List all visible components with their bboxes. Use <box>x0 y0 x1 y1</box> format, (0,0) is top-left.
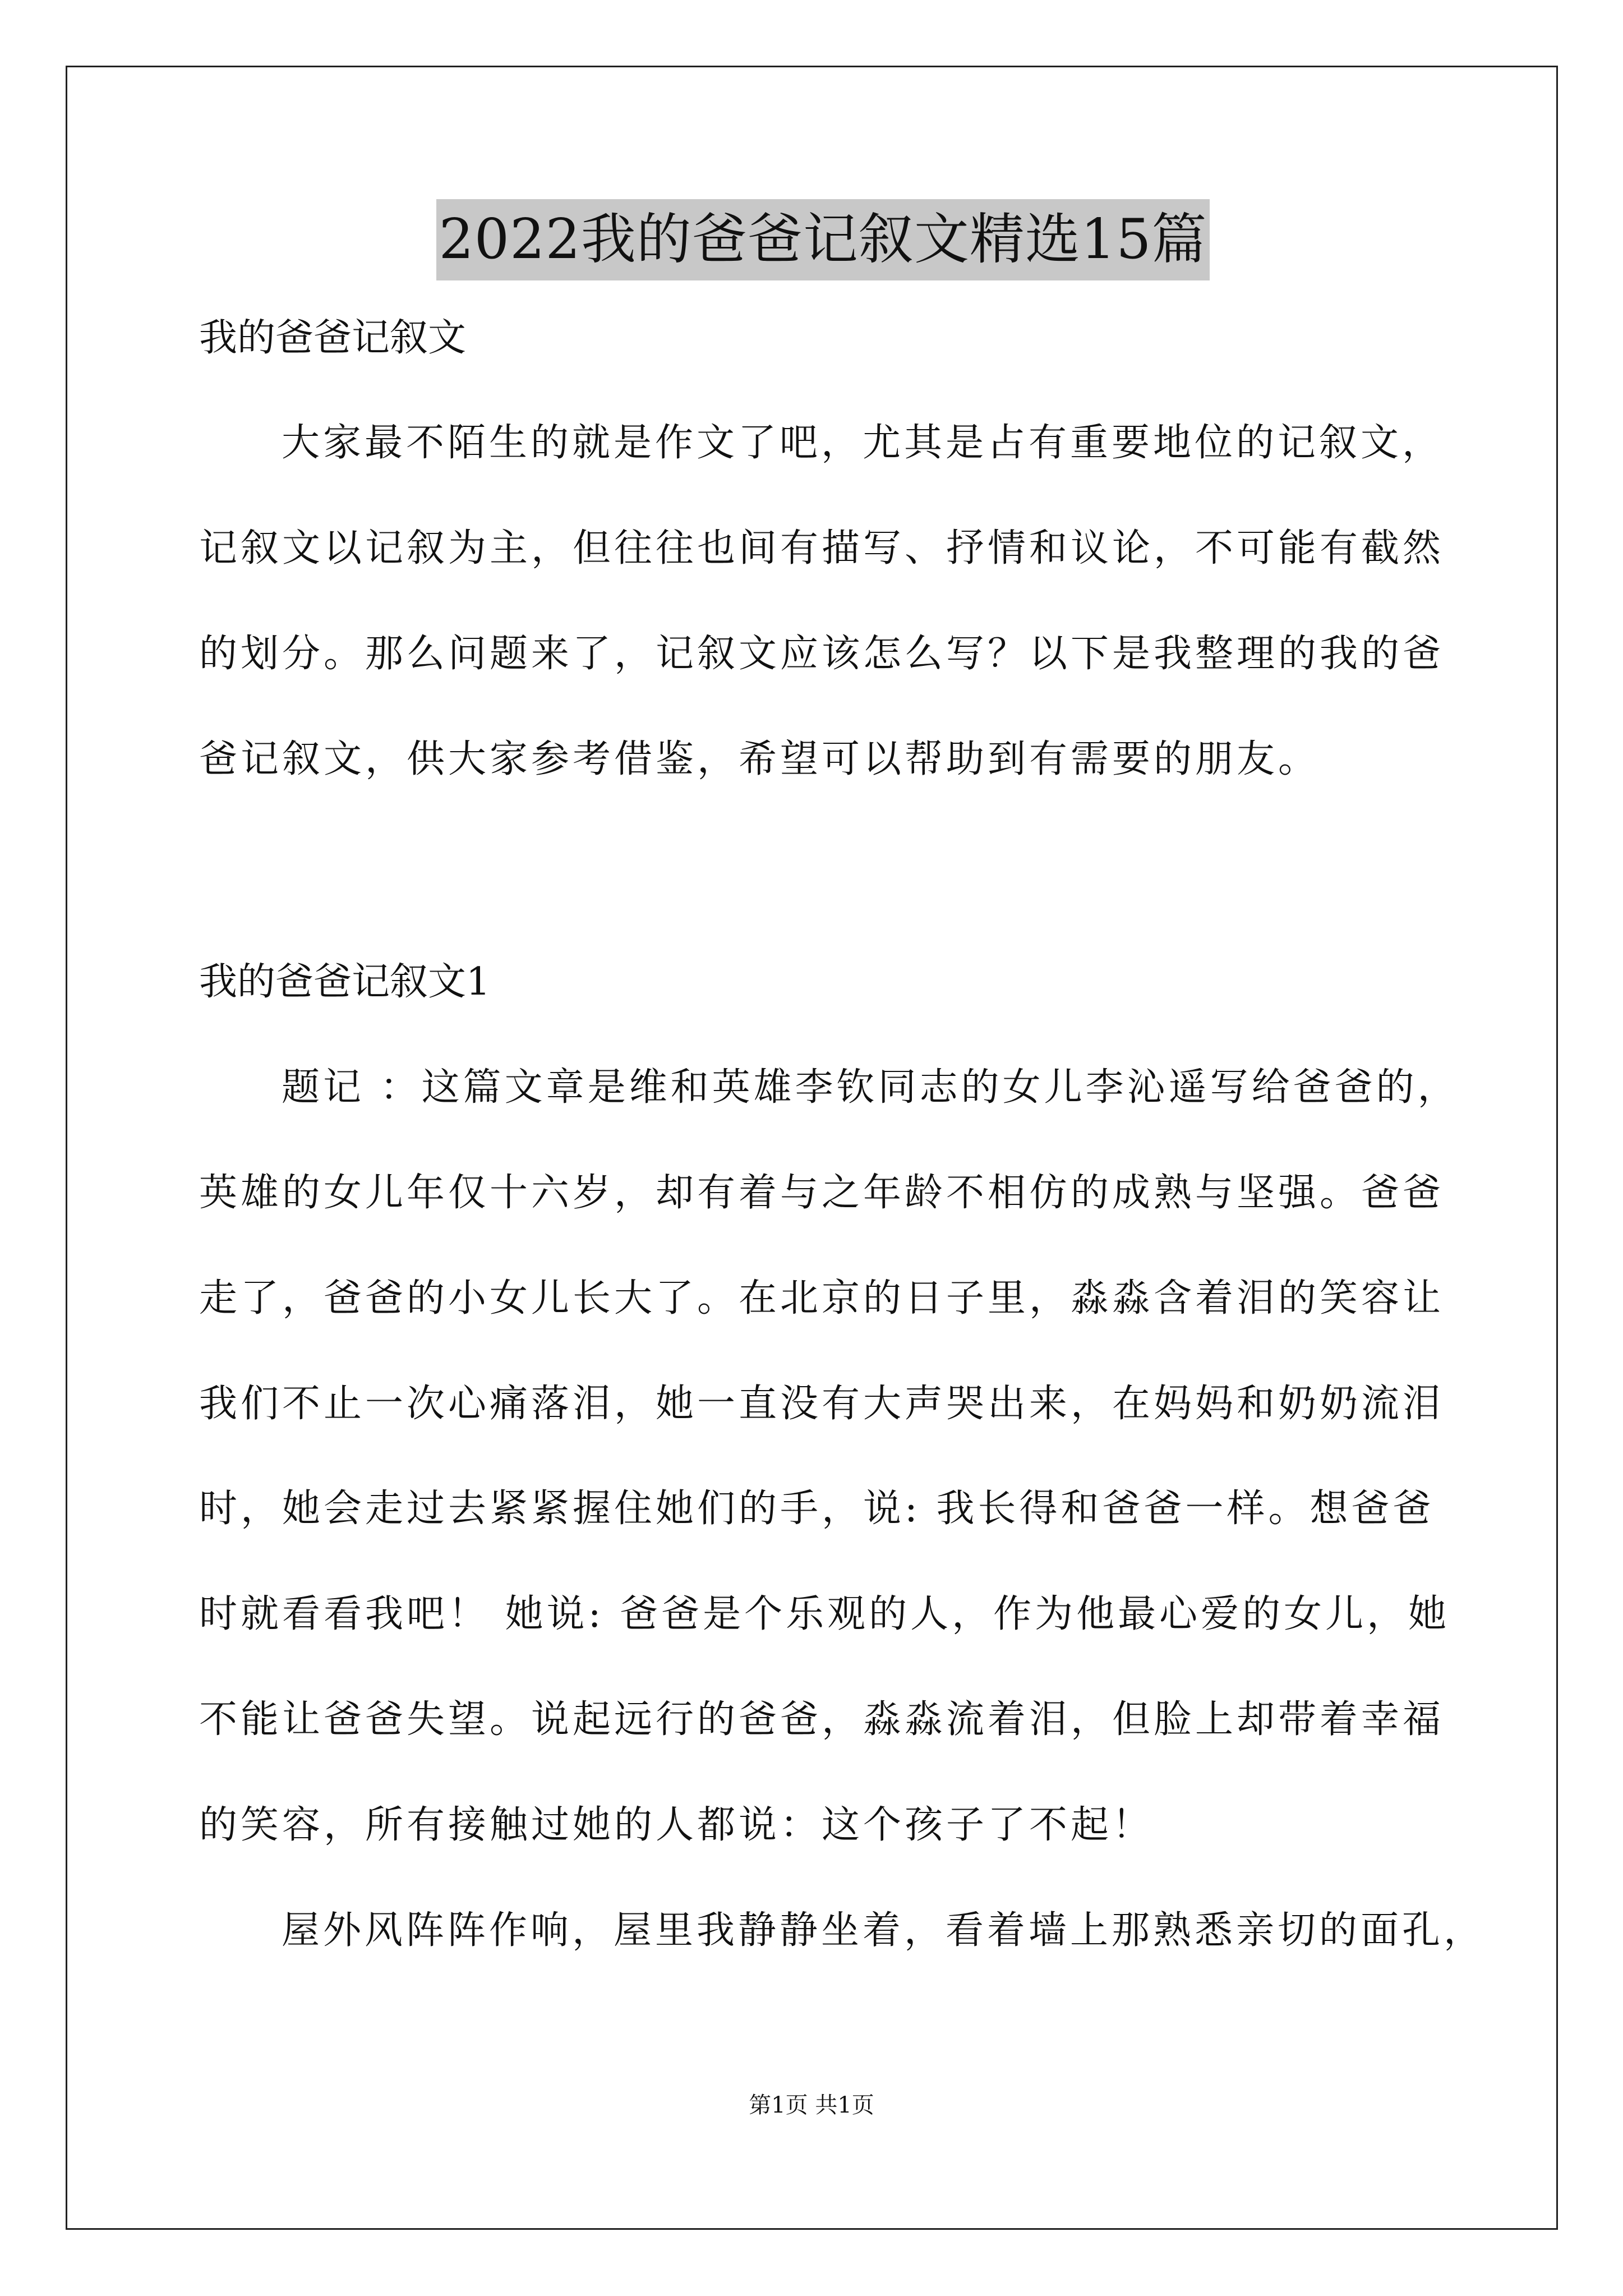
page-border <box>66 66 1558 2230</box>
section1-line-2: 英雄的女儿年仅十六岁，却有着与之年龄不相仿的成熟与坚强。爸爸 <box>199 1171 1445 1215</box>
intro-heading: 我的爸爸记叙文 <box>199 316 467 360</box>
title-container <box>199 199 1447 280</box>
section1-heading: 我的爸爸记叙文1 <box>199 960 491 1004</box>
page-footer: 第1页 共1页 <box>749 2092 874 2118</box>
section1-line-3: 走了，爸爸的小女儿长大了。在北京的日子里，淼淼含着泪的笑容让 <box>199 1276 1445 1320</box>
intro-line-2: 记叙文以记叙为主，但往往也间有描写、抒情和议论，不可能有截然 <box>199 526 1445 570</box>
section1-line-1: 题记 ：这篇文章是维和英雄李钦同志的女儿李沁遥写给爸爸的， <box>282 1065 1459 1110</box>
intro-line-4: 爸记叙文，供大家参考借鉴，希望可以帮助到有需要的朋友。 <box>199 737 1320 781</box>
intro-line-3: 的划分。那么问题来了，记叙文应该怎么写？以下是我整理的我的爸 <box>199 632 1445 676</box>
section1-line-6: 时就看看我吧！ 她说: 爸爸是个乐观的人，作为他最心爱的女儿，她 <box>199 1592 1450 1636</box>
intro-line-1: 大家最不陌生的就是作文了吧，尤其是占有重要地位的记叙文， <box>282 421 1444 465</box>
section1-line-7: 不能让爸爸失望。说起远行的爸爸，淼淼流着泪，但脸上却带着幸福 <box>199 1697 1445 1742</box>
section1-line-8: 的笑容，所有接触过她的人都说：这个孩子了不起！ <box>199 1803 1154 1847</box>
section1-line-5: 时，她会走过去紧紧握住她们的手，说: 我长得和爸爸一样。想爸爸 <box>199 1487 1435 1531</box>
document-title: 2022我的爸爸记叙文精选15篇 <box>436 199 1209 280</box>
section1-line-9: 屋外风阵阵作响，屋里我静静坐着，看着墙上那熟悉亲切的面孔， <box>282 1908 1486 1953</box>
section1-line-4: 我们不止一次心痛落泪，她一直没有大声哭出来，在妈妈和奶奶流泪 <box>199 1382 1445 1426</box>
